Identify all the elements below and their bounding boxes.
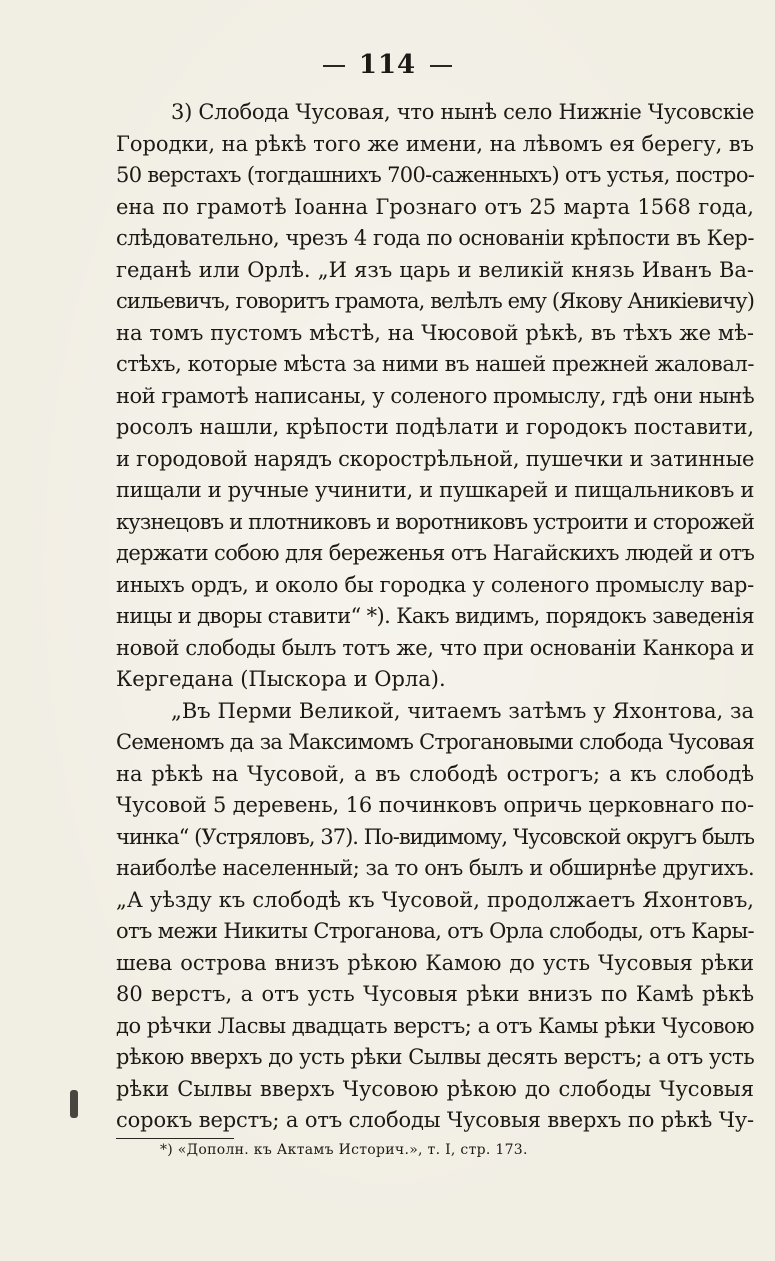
page-number: 114	[358, 50, 417, 80]
text-line: 80 верстъ, а отъ усть Чусовыя рѣки внизъ по Камѣ рѣкѣ	[116, 982, 754, 1006]
text-line: рѣкою вверхъ до усть рѣки Сылвы десять верстъ; а отъ усть	[116, 1045, 754, 1069]
text-line: до рѣчки Ласвы двадцать верстъ; а отъ Камы рѣки Чусовою	[116, 1013, 754, 1038]
text-line: наиболѣе населенный; за то онъ былъ и обширнѣе другихъ.	[116, 856, 754, 880]
text-line: ена по грамотѣ Іоанна Грознаго отъ 25 марта 1568 года,	[116, 194, 754, 219]
text-line: ницы и дворы ставити“ *). Какъ видимъ, порядокъ заведенія	[116, 604, 754, 628]
footnote: *) «Дополн. къ Актамъ Историч.», т. I, стр. 173.	[160, 1142, 528, 1158]
text-line: рѣки Сылвы вверхъ Чусовою рѣкою до слободы Чусовыя	[116, 1076, 754, 1101]
text-line: Чусовой 5 деревень, 16 починковъ опричь церковнаго по-	[116, 793, 754, 817]
text-line: чинка“ (Устряловъ, 37). По-видимому, Чусовской округъ былъ	[116, 824, 754, 849]
text-line: Семеномъ да за Максимомъ Строгановыми слобода Чусовая	[116, 730, 754, 754]
header-dash-right	[430, 65, 452, 67]
text-line: геданѣ или Орлѣ. „И язъ царь и великій князь Иванъ Ва-	[116, 257, 754, 282]
text-line: кузнецовъ и плотниковъ и воротниковъ устроити и сторожей	[116, 509, 754, 534]
header-dash-left	[323, 65, 345, 67]
footnote-rule	[116, 1138, 234, 1139]
text-line: иныхъ ордъ, и около бы городка у соленого промыслу вар-	[116, 572, 754, 597]
text-line: пищали и ручные учинити, и пушкарей и пищальниковъ и	[116, 478, 754, 502]
text-line: держати собою для береженья отъ Нагайскихъ людей и отъ	[116, 541, 754, 565]
text-line: 50 верстахъ (тогдашнихъ 700-саженныхъ) отъ устья, постро-	[116, 163, 754, 187]
text-line: росолъ нашли, крѣпости подѣлати и городокъ поставити,	[116, 415, 754, 439]
text-line: сорокъ верстъ; а отъ слободы Чусовыя вверхъ по рѣкѣ Чу-	[116, 1108, 754, 1132]
text-line: 3) Слобода Чусовая, что нынѣ село Нижніе Чусовскіе	[171, 100, 754, 124]
text-line: и городовой нарядъ скорострѣльной, пушечки и затинные	[116, 446, 754, 471]
text-line: ной грамотѣ написаны, у соленого промыслу, гдѣ они нынѣ	[116, 383, 754, 408]
text-line: на рѣкѣ на Чусовой, а въ слободѣ острогъ; а къ слободѣ	[116, 761, 754, 786]
text-line: стѣхъ, которые мѣста за ними въ нашей прежней жаловал-	[116, 352, 754, 376]
text-line: Городки, на рѣкѣ того же имени, на лѣвомъ ея берегу, въ	[116, 131, 754, 156]
text-line: на томъ пустомъ мѣстѣ, на Чюсовой рѣкѣ, въ тѣхъ же мѣ-	[116, 320, 754, 345]
text-line: сильевичъ, говоритъ грамота, велѣлъ ему (Якову Аникіевичу)	[116, 289, 754, 313]
body-text	[116, 97, 754, 1137]
page-header	[0, 50, 775, 80]
text-line: „А уѣзду къ слободѣ къ Чусовой, продолжаетъ Яхонтовъ,	[116, 887, 754, 912]
text-line: отъ межи Никиты Строганова, отъ Орла слободы, отъ Кары-	[116, 919, 754, 943]
text-line: „Въ Перми Великой, читаемъ затѣмъ у Яхонтова, за	[171, 698, 754, 723]
text-line: шева острова внизъ рѣкою Камою до усть Чусовыя рѣки	[116, 950, 754, 975]
margin-mark	[70, 1090, 78, 1118]
text-line: Кергедана (Пыскора и Орла).	[116, 667, 446, 691]
text-line: новой слободы былъ тотъ же, что при основаніи Канкора и	[116, 635, 754, 660]
text-line: слѣдовательно, чрезъ 4 года по основаніи крѣпости въ Кер-	[116, 226, 754, 250]
